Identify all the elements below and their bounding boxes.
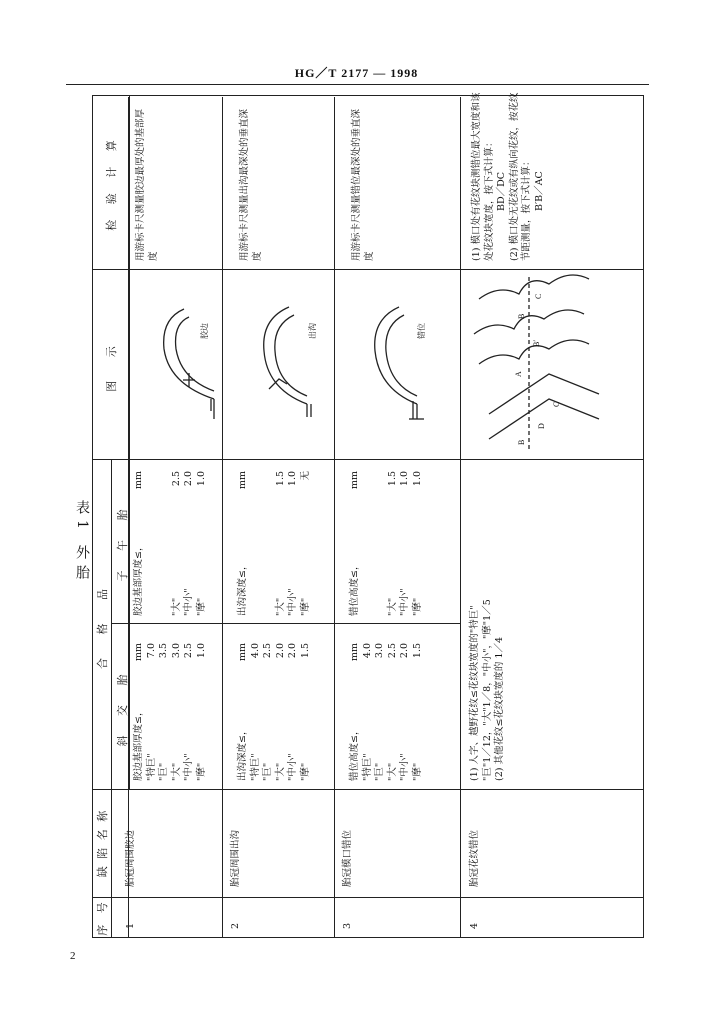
fig-point-c2: C xyxy=(534,293,543,299)
fig-point-a: A xyxy=(514,371,523,377)
fig-point-bprime: B′ xyxy=(532,339,541,347)
col-grades xyxy=(92,459,644,790)
header-no: 序 号 xyxy=(93,897,112,937)
fig-point-b: B xyxy=(517,439,526,445)
header-radial: 子 午 胎 xyxy=(116,501,129,582)
header-figure: 图 示 xyxy=(93,269,130,459)
row-sep-header xyxy=(128,97,129,938)
fig-label-flash: 胶边 xyxy=(200,323,209,339)
row-2-radial-values: mm 1.5 1.0 无 xyxy=(237,470,311,489)
header-grades: 合 格 品 xyxy=(93,459,112,789)
row-1-bias-values: mm 7.0 3.5 3.0 2.5 1.0 xyxy=(133,642,207,661)
row-2-name: 胎冠周围出沟 xyxy=(230,829,241,887)
col-no xyxy=(92,897,644,938)
row-1-bias: 胶边基部厚度≤， "特巨" "巨" "大" "中小" "摩" xyxy=(133,706,207,781)
col-figure xyxy=(92,269,644,460)
header-defect: 缺 陷 名 称 xyxy=(93,789,112,897)
row-1-name: 胎冠周围胶边 xyxy=(125,829,136,887)
row-2-method: 用游标卡尺测量出沟最深处的垂直深度 xyxy=(239,108,263,261)
fig-point-d: D xyxy=(537,423,546,429)
fig-point-b2: B xyxy=(517,313,526,319)
row-2-bias-values: mm 4.0 2.5 2.0 2.0 1.5 xyxy=(237,642,311,661)
row-3-no: 3 xyxy=(342,922,353,929)
page-number: 2 xyxy=(70,950,76,962)
row-4-name: 胎冠花纹错位 xyxy=(469,829,480,887)
row-4-requirements: (1) 人字、越野花纹≤花纹块宽度的"特巨" "巨"1／12，"大"1／8，"中小"，"摩"1／5 (2) 其他花纹≤花纹块宽度的 1／4 xyxy=(469,599,505,781)
table-caption: 表1 外胎 xyxy=(74,500,90,586)
row-1-radial-values: mm 2.5 2.0 1.0 xyxy=(133,470,207,489)
row-3-method: 用游标卡尺测量错位最深处的垂直深度 xyxy=(351,108,375,261)
header-method: 检 验 计 算 xyxy=(93,96,130,269)
row-3-name: 胎冠模口错位 xyxy=(342,829,353,887)
row-2-no: 2 xyxy=(230,922,241,929)
header-rule xyxy=(66,84,649,85)
row-sep-2 xyxy=(334,97,335,938)
figures-svg xyxy=(129,269,643,459)
defect-table xyxy=(92,92,642,938)
header-bias: 斜 交 胎 xyxy=(116,666,129,747)
fig-point-c: C xyxy=(552,401,561,407)
row-4-method: (1) 模口处有花纹块测错位最大宽度和该 处花纹块宽度，按下式计算： BD／DC (2) 模口处无花纹或有纵向花纹，按花纹 节距测量，按下式计算： B′B／AC xyxy=(471,92,545,261)
groove-figure xyxy=(264,307,311,417)
row-3-bias-values: mm 4.0 3.0 2.5 2.0 1.5 xyxy=(349,642,423,661)
row-1-method: 用游标卡尺测量胶边最厚处的基部厚度 xyxy=(135,108,159,261)
row-sep-1 xyxy=(222,97,223,938)
fig-label-groove: 出沟 xyxy=(308,323,317,339)
page-header: HG／T 2177 — 1998 xyxy=(294,66,419,80)
row-2-radial: 出沟深度≤， "大" "中小" "摩" xyxy=(237,560,311,616)
row-sep-3 xyxy=(460,97,461,938)
row-2-bias: 出沟深度≤， "特巨" "巨" "大" "中小" "摩" xyxy=(237,725,311,781)
row-3-radial: 错位高度≤， "大" "中小" "摩" xyxy=(349,560,423,616)
row-3-radial-values: mm 1.5 1.0 1.0 xyxy=(349,470,423,489)
col-method xyxy=(92,92,644,270)
col-defect xyxy=(92,789,644,898)
grade-divider xyxy=(111,623,461,624)
row-1-no: 1 xyxy=(125,922,136,929)
row-3-bias: 错位高度≤， "特巨" "巨" "大" "中小" "摩" xyxy=(349,725,423,781)
fig-label-mismatch: 错位 xyxy=(417,323,426,339)
row-4-no: 4 xyxy=(469,922,480,929)
row-1-radial: 胶边基部厚度≤， "大" "中小" "摩" xyxy=(133,541,207,616)
